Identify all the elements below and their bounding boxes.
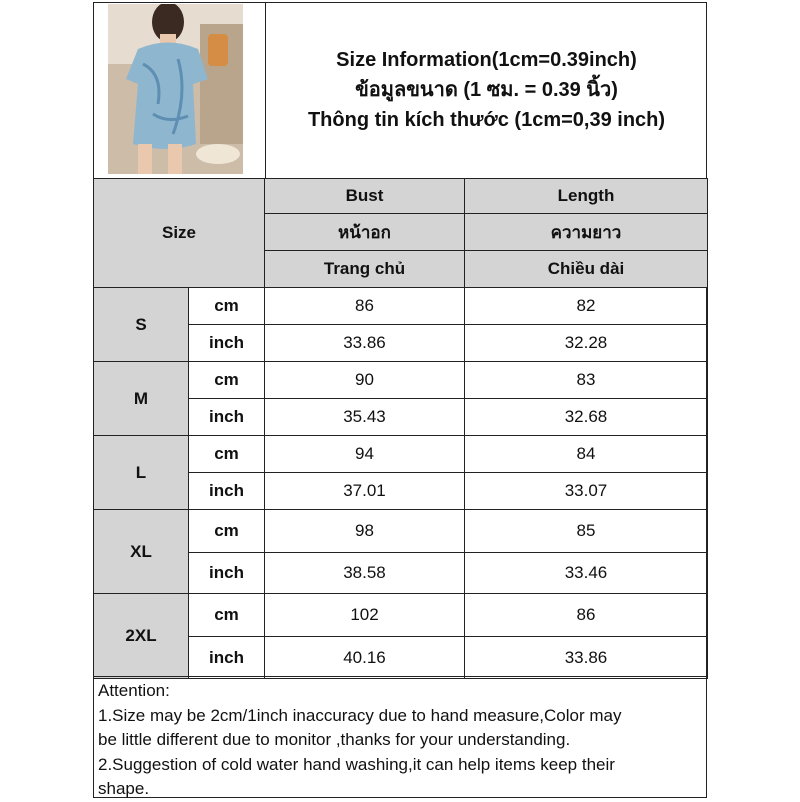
size-label: S (94, 288, 189, 362)
length-inch: 32.28 (465, 325, 708, 362)
model-image (108, 4, 243, 174)
length-header-en: Length (465, 179, 708, 214)
length-inch: 33.86 (465, 637, 708, 679)
title-thai: ข้อมูลขนาด (1 ซม. = 0.39 นิ้ว) (355, 79, 618, 101)
bust-cm: 94 (265, 436, 465, 473)
length-cm: 86 (465, 594, 708, 637)
notes-line-3: 2.Suggestion of cold water hand washing,it can help items keep their (98, 754, 615, 774)
size-column-header: Size (94, 179, 265, 288)
unit-cm: cm (189, 510, 265, 553)
unit-cm: cm (189, 436, 265, 473)
bust-cm: 86 (265, 288, 465, 325)
bust-inch: 33.86 (265, 325, 465, 362)
title-english: Size Information(1cm=0.39inch) (336, 49, 637, 71)
length-header-th: ความยาว (465, 214, 708, 251)
table-row (94, 362, 708, 399)
unit-inch: inch (189, 399, 265, 436)
length-cm: 84 (465, 436, 708, 473)
bust-inch: 35.43 (265, 399, 465, 436)
unit-cm: cm (189, 594, 265, 637)
unit-cm: cm (189, 362, 265, 399)
attention-notes (93, 676, 707, 798)
length-inch: 33.07 (465, 473, 708, 510)
table-row (94, 436, 708, 473)
length-cm: 82 (465, 288, 708, 325)
size-label: XL (94, 510, 189, 594)
table-row (94, 510, 708, 553)
notes-heading: Attention: (98, 681, 170, 700)
notes-line-4: shape. (98, 779, 150, 798)
bust-cm: 102 (265, 594, 465, 637)
length-inch: 33.46 (465, 553, 708, 594)
length-cm: 83 (465, 362, 708, 399)
notes-line-2: be little different due to monitor ,thanks for your understanding. (98, 730, 571, 749)
title-vietnamese: Thông tin kích thước (1cm=0,39 inch) (307, 109, 666, 131)
unit-inch: inch (189, 473, 265, 510)
bust-cm: 98 (265, 510, 465, 553)
bust-header-vi: Trang chủ (265, 251, 465, 288)
size-label: M (94, 362, 189, 436)
bust-header-th: หน้าอก (265, 214, 465, 251)
length-header-vi: Chiều dài (465, 251, 708, 288)
product-photo (108, 4, 243, 174)
size-information-header (265, 2, 707, 178)
length-inch: 32.68 (465, 399, 708, 436)
bust-cm: 90 (265, 362, 465, 399)
unit-inch: inch (189, 325, 265, 362)
unit-inch: inch (189, 637, 265, 679)
unit-inch: inch (189, 553, 265, 594)
notes-line-1: 1.Size may be 2cm/1inch inaccuracy due to hand measure,Color may (98, 705, 622, 725)
table-row (94, 288, 708, 325)
size-label: 2XL (94, 594, 189, 679)
length-cm: 85 (465, 510, 708, 553)
header-row-english (94, 179, 708, 214)
bust-header-en: Bust (265, 179, 465, 214)
size-table (93, 178, 708, 679)
bust-inch: 40.16 (265, 637, 465, 679)
bust-inch: 37.01 (265, 473, 465, 510)
size-label: L (94, 436, 189, 510)
bust-inch: 38.58 (265, 553, 465, 594)
unit-cm: cm (189, 288, 265, 325)
table-row (94, 594, 708, 637)
